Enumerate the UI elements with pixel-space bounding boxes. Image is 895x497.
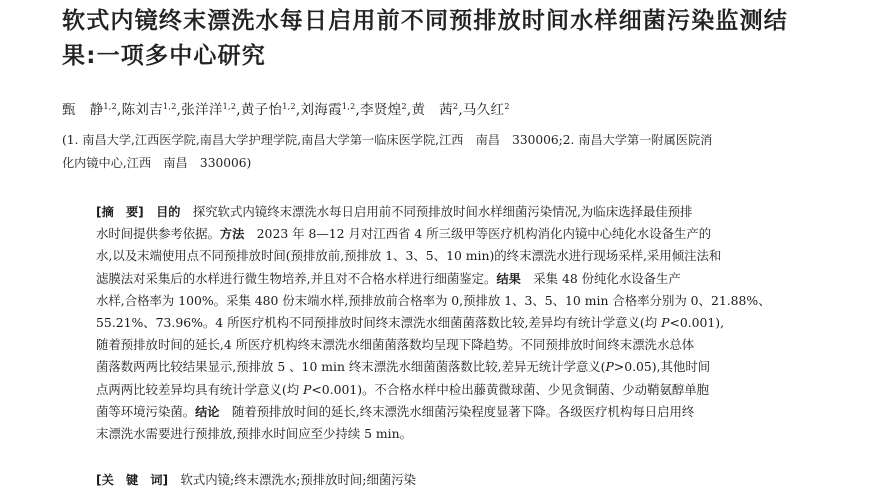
abstract-line: [96, 379, 841, 401]
abstract-line: [96, 401, 841, 423]
abstract-text: 采集 48 份纯化水设备生产: [520, 270, 681, 286]
abstract-section-heading: 结果: [496, 271, 521, 286]
author-separator: ,: [355, 102, 361, 118]
affiliation: [62, 129, 867, 175]
author-name: 甄 静: [62, 102, 104, 118]
abstract-text: 菌等环境污染菌。: [96, 403, 196, 419]
abstract-italic: P: [303, 381, 312, 397]
author-affiliation-mark: 2: [401, 102, 407, 111]
abstract-line: [96, 312, 841, 334]
abstract-spacer: [144, 204, 156, 219]
abstract-text: <0.001)。不合格水样中检出藤黄微球菌、少见贪铜菌、少动鞘氨醇单胞: [311, 381, 709, 397]
author-separator: ,: [295, 102, 301, 118]
title-line-2: 果:一项多中心研究: [62, 43, 266, 69]
abstract-italic: P: [605, 359, 614, 375]
keywords: [96, 470, 416, 490]
abstract-label: [摘 要]: [96, 205, 144, 219]
abstract-text: 探究软式内镜终末漂洗水每日启用前不同预排放时间水样细菌污染情况,为临床选择最佳预排: [180, 204, 693, 219]
keywords-text: 软式内镜;终末漂洗水;预排放时间;细菌污染: [168, 472, 417, 487]
author-name: 陈刘吉: [121, 102, 164, 118]
abstract-text: 滤膜法对采集后的水样进行微生物培养,并且对不合格水样进行细菌鉴定。: [96, 270, 497, 286]
abstract-text: 水,以及末端使用点不同预排放时间(预排放前,预排放 1、3、5、10 min)的终末漂洗水进行现场采样,采用倾注法和: [96, 248, 722, 264]
author-name: 马久红: [462, 102, 505, 118]
author-affiliation-mark: 2: [504, 102, 510, 111]
author-list: [62, 97, 510, 120]
author-separator: ,: [117, 102, 122, 118]
abstract-text: 末漂洗水需要进行预排放,预排水时间应至少持续 5 min。: [96, 426, 412, 442]
abstract-text: 水样,合格率为 100%。采集 480 份末端水样,预排放前合格率为 0,预排放 1、3、5、10 min 合格率分别为 0、21.88%、: [96, 292, 771, 308]
author-affiliation-mark: 1,2: [103, 102, 118, 111]
abstract-line: [96, 268, 841, 290]
abstract-line: [96, 223, 841, 245]
author-affiliation-mark: 1,2: [282, 102, 296, 111]
keywords-label: [关 键 词]: [96, 473, 169, 487]
abstract-line: [96, 245, 841, 267]
abstract-section-heading: 目的: [156, 205, 181, 219]
author-affiliation-mark: 1,2: [163, 102, 177, 111]
author-name: 张洋洋: [181, 102, 223, 118]
abstract-section-heading: 结论: [195, 404, 220, 419]
abstract-section-heading: 方法: [219, 227, 245, 242]
abstract-text: 2023 年 8—12 月对江西省 4 所三级甲等医疗机构消化内镜中心纯化水设备生产的: [244, 226, 712, 242]
abstract-text: 水时间提供参考依据。: [96, 226, 220, 242]
author-name: 黄 茜: [411, 102, 453, 118]
abstract-text: 55.21%、73.96%。4 所医疗机构不同预排放时间终末漂洗水细菌菌落数比较,差异均有统计学意义(均: [96, 315, 662, 331]
abstract-text: 随着预排放时间的延长,4 所医疗机构终末漂洗水细菌菌落数均呈现下降趋势。不同预排放时间终末漂洗水总体: [96, 337, 695, 353]
author-affiliation-mark: 1,2: [222, 102, 237, 111]
abstract-text: 随着预排放时间的延长,终末漂洗水细菌污染程度显著下降。各级医疗机构每日启用终: [219, 403, 695, 419]
abstract-line: [96, 290, 841, 312]
abstract: [96, 201, 841, 445]
affiliation-line-1: (1. 南昌大学,江西医学院,南昌大学护理学院,南昌大学第一临床医学院,江西 南昌 330006;2. 南昌大学第一附属医院消: [62, 133, 713, 147]
abstract-line: [96, 201, 841, 223]
author-name: 李贤煌: [360, 102, 402, 118]
abstract-text: <0.001),: [669, 315, 725, 331]
author-separator: ,: [406, 102, 412, 118]
title-line-1: 软式内镜终末漂洗水每日启用前不同预排放时间水样细菌污染监测结: [62, 8, 788, 34]
author-name: 刘海霞: [300, 102, 342, 118]
author-name: 黄子怡: [240, 102, 283, 118]
abstract-text: 点两两比较差异均具有统计学意义(均: [96, 381, 304, 397]
author-separator: ,: [236, 102, 241, 118]
abstract-italic: P: [661, 315, 670, 331]
author-separator: ,: [458, 102, 463, 118]
abstract-text: 菌落数两两比较结果显示,预排放 5 、10 min 终末漂洗水细菌菌落数比较,差异无统计学意义(: [96, 359, 606, 375]
author-affiliation-mark: 1,2: [341, 102, 356, 111]
abstract-line: [96, 334, 841, 356]
author-separator: ,: [176, 102, 182, 118]
abstract-text: >0.05),其他时间: [613, 359, 711, 375]
abstract-line: [96, 356, 841, 378]
affiliation-line-2: 化内镜中心,江西 南昌 330006): [62, 156, 252, 170]
author-affiliation-mark: 2: [452, 102, 459, 111]
article-title: [62, 4, 882, 74]
abstract-line: [96, 423, 841, 445]
